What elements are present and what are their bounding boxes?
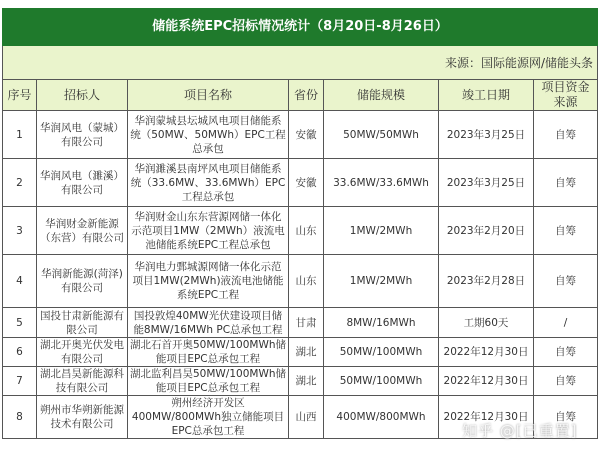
cell-bidder: 湖北开奥光伏发电有限公司 [37, 338, 128, 367]
cell-province: 山东 [289, 207, 324, 255]
cell-completion-date: 2022年12月30日 [439, 338, 534, 367]
col-header-project: 项目名称 [128, 80, 289, 111]
cell-project-name: 朔州经济开发区400MW/800MWh独立储能项目EPC总承包工程 [128, 396, 289, 439]
cell-index: 3 [3, 207, 37, 255]
cell-province: 山东 [289, 255, 324, 308]
cell-storage-scale: 33.6MW/33.6MWh [324, 159, 439, 207]
table-row [3, 111, 598, 159]
cell-index: 6 [3, 338, 37, 367]
cell-province: 甘肃 [289, 308, 324, 338]
col-header-index: 序号 [3, 80, 37, 111]
cell-bidder: 华润财金新能源（东营）有限公司 [37, 207, 128, 255]
col-header-scale: 储能规模 [324, 80, 439, 111]
cell-storage-scale: 1MW/2MWh [324, 255, 439, 308]
cell-funding-source: 自筹 [534, 255, 598, 308]
cell-province: 安徽 [289, 159, 324, 207]
cell-completion-date: 2023年3月25日 [439, 111, 534, 159]
cell-province: 安徽 [289, 111, 324, 159]
table-row [3, 207, 598, 255]
cell-funding-source: 自筹 [534, 111, 598, 159]
cell-funding-source: 自筹 [534, 367, 598, 396]
cell-project-name: 华润财金山东东营源网储一体化示范项目1MW（2MWh）液流电池储能系统EPC工程总承包 [128, 207, 289, 255]
col-header-province: 省份 [289, 80, 324, 111]
epc-bidding-table [2, 8, 598, 439]
cell-index: 8 [3, 396, 37, 439]
cell-completion-date: 工期60天 [439, 308, 534, 338]
cell-index: 5 [3, 308, 37, 338]
cell-index: 2 [3, 159, 37, 207]
col-header-funding: 项目资金来源 [534, 80, 598, 111]
table-row [3, 159, 598, 207]
col-header-completion: 竣工日期 [439, 80, 534, 111]
cell-index: 4 [3, 255, 37, 308]
cell-bidder: 湖北昌昊新能源科技有限公司 [37, 367, 128, 396]
cell-index: 7 [3, 367, 37, 396]
cell-funding-source: 自筹 [534, 159, 598, 207]
cell-project-name: 华润蒙城县坛城风电项目储能系统（50MW、50MWh）EPC工程总承包 [128, 111, 289, 159]
table-row [3, 255, 598, 308]
cell-storage-scale: 400MW/800MWh [324, 396, 439, 439]
cell-storage-scale: 8MW/16MWh [324, 308, 439, 338]
cell-bidder: 国投甘肃新能源有限公司 [37, 308, 128, 338]
cell-completion-date: 2023年3月25日 [439, 159, 534, 207]
cell-completion-date: 2022年12月30日 [439, 396, 534, 439]
cell-project-name: 华润濉溪县南坪风电项目储能系统（33.6MW、33.6MWh）EPC工程总承包 [128, 159, 289, 207]
cell-province: 山西 [289, 396, 324, 439]
cell-storage-scale: 50MW/50MWh [324, 111, 439, 159]
cell-funding-source: / [534, 308, 598, 338]
cell-completion-date: 2022年12月30日 [439, 367, 534, 396]
cell-project-name: 湖北石首开奥50MW/100MWh储能项目EPC总承包工程 [128, 338, 289, 367]
cell-completion-date: 2023年2月20日 [439, 207, 534, 255]
table-row [3, 338, 598, 367]
table-row [3, 308, 598, 338]
table-title: 储能系统EPC招标情况统计（8月20日-8月26日） [3, 9, 598, 46]
cell-funding-source: 自筹 [534, 207, 598, 255]
cell-bidder: 华润风电（蒙城）有限公司 [37, 111, 128, 159]
col-header-bidder: 招标人 [37, 80, 128, 111]
cell-funding-source: 自筹 [534, 396, 598, 439]
cell-index: 1 [3, 111, 37, 159]
cell-project-name: 湖北监利昌昊50MW/100MWh储能项目EPC总承包工程 [128, 367, 289, 396]
cell-project-name: 华润电力鄄城源网储一体化示范项目1MW(2MWh)液流电池储能系统EPC工程 [128, 255, 289, 308]
header-row [3, 80, 598, 111]
cell-bidder: 华润新能源(菏泽)有限公司 [37, 255, 128, 308]
cell-province: 湖北 [289, 338, 324, 367]
cell-bidder: 朔州市华朔新能源技术有限公司 [37, 396, 128, 439]
cell-storage-scale: 50MW/100MWh [324, 367, 439, 396]
cell-project-name: 国投敦煌40MW光伏建设项目储能8MW/16MWh PC总承包工程 [128, 308, 289, 338]
cell-storage-scale: 1MW/2MWh [324, 207, 439, 255]
watermark: 知乎 @[已重置] [462, 422, 578, 440]
cell-storage-scale: 50MW/100MWh [324, 338, 439, 367]
table-row [3, 367, 598, 396]
cell-province: 湖北 [289, 367, 324, 396]
cell-completion-date: 2023年2月28日 [439, 255, 534, 308]
cell-funding-source: 自筹 [534, 338, 598, 367]
cell-bidder: 华润风电（濉溪）有限公司 [37, 159, 128, 207]
source-note: 来源：国际能源网/储能头条 [3, 46, 598, 80]
